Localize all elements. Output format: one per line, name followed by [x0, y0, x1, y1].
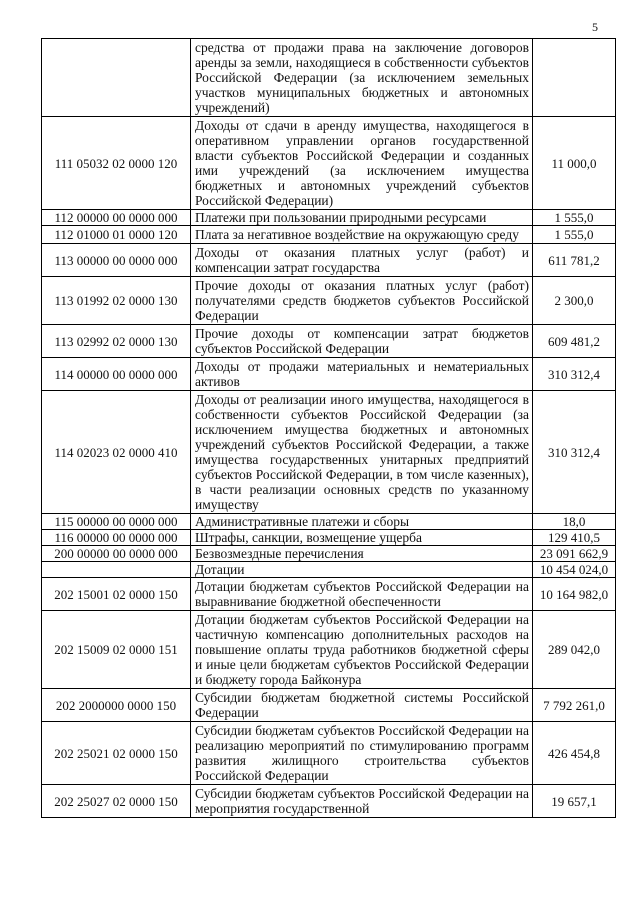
row-amount: 1 555,0 [533, 226, 616, 244]
row-name: Административные платежи и сборы [191, 514, 533, 530]
row-code: 113 00000 00 0000 000 [42, 244, 191, 277]
row-code: 202 25021 02 0000 150 [42, 722, 191, 785]
row-amount: 10 454 024,0 [533, 562, 616, 578]
budget-revenue-table [41, 38, 616, 818]
row-amount: 289 042,0 [533, 611, 616, 689]
table-row [42, 39, 616, 117]
table-row [42, 358, 616, 391]
row-name: Доходы от оказания платных услуг (работ) и компенсации затрат государства [191, 244, 533, 277]
table-row [42, 546, 616, 562]
row-amount: 11 000,0 [533, 117, 616, 210]
row-code: 202 15009 02 0000 151 [42, 611, 191, 689]
row-code: 113 01992 02 0000 130 [42, 277, 191, 325]
row-amount: 19 657,1 [533, 785, 616, 818]
table-row [42, 578, 616, 611]
row-amount: 18,0 [533, 514, 616, 530]
table-row [42, 210, 616, 226]
row-code [42, 39, 191, 117]
row-name: Субсидии бюджетам субъектов Российской Федерации на мероприятия государственной [191, 785, 533, 818]
table-row [42, 785, 616, 818]
table-row [42, 530, 616, 546]
row-amount: 7 792 261,0 [533, 689, 616, 722]
row-code: 202 25027 02 0000 150 [42, 785, 191, 818]
row-amount: 611 781,2 [533, 244, 616, 277]
row-name: Дотации [191, 562, 533, 578]
table-row [42, 391, 616, 514]
row-name: Прочие доходы от компенсации затрат бюджетов субъектов Российской Федерации [191, 325, 533, 358]
row-name: Прочие доходы от оказания платных услуг (работ) получателями средств бюджетов субъектов Российской Федерации [191, 277, 533, 325]
row-amount: 129 410,5 [533, 530, 616, 546]
row-name: Плата за негативное воздействие на окружающую среду [191, 226, 533, 244]
row-name: Субсидии бюджетам субъектов Российской Федерации на реализацию мероприятий по стимулированию программ развития жилищного строительства субъектов Российской Федерации [191, 722, 533, 785]
table-row [42, 514, 616, 530]
page-number: 5 [592, 20, 598, 34]
row-name: Доходы от реализации иного имущества, находящегося в собственности субъектов Российской Федерации (за исключением имущества бюджетных и автономных учреждений субъектов Российской Федерации, а также имущества государственных унитарных предприятий субъектов Российской Федерации, в том числе казенных), в части реализации основных средств по указанному имуществу [191, 391, 533, 514]
row-name: Дотации бюджетам субъектов Российской Федерации на выравнивание бюджетной обеспеченности [191, 578, 533, 611]
row-amount: 2 300,0 [533, 277, 616, 325]
row-code: 111 05032 02 0000 120 [42, 117, 191, 210]
row-name: средства от продажи права на заключение договоров аренды за земли, находящиеся в собственности субъектов Российской Федерации (за исключением земельных участков муниципальных бюджетных и автономных учреждений) [191, 39, 533, 117]
row-amount: 10 164 982,0 [533, 578, 616, 611]
table-row [42, 244, 616, 277]
row-amount: 609 481,2 [533, 325, 616, 358]
table-row [42, 722, 616, 785]
row-amount: 426 454,8 [533, 722, 616, 785]
row-code: 200 00000 00 0000 000 [42, 546, 191, 562]
row-name: Субсидии бюджетам бюджетной системы Российской Федерации [191, 689, 533, 722]
row-amount [533, 39, 616, 117]
row-code: 112 00000 00 0000 000 [42, 210, 191, 226]
row-name: Платежи при пользовании природными ресурсами [191, 210, 533, 226]
table-row [42, 562, 616, 578]
row-name: Дотации бюджетам субъектов Российской Федерации на частичную компенсацию дополнительных расходов на повышение оплаты труда работников бюджетной сферы и иные цели бюджетам субъектов Российской Федерации и бюджету города Байконура [191, 611, 533, 689]
row-amount: 310 312,4 [533, 358, 616, 391]
row-amount: 1 555,0 [533, 210, 616, 226]
row-code: 114 02023 02 0000 410 [42, 391, 191, 514]
table-row [42, 277, 616, 325]
table-row [42, 226, 616, 244]
row-code: 115 00000 00 0000 000 [42, 514, 191, 530]
row-name: Доходы от продажи материальных и нематериальных активов [191, 358, 533, 391]
table-row [42, 611, 616, 689]
row-code: 116 00000 00 0000 000 [42, 530, 191, 546]
row-name: Штрафы, санкции, возмещение ущерба [191, 530, 533, 546]
table-row [42, 689, 616, 722]
row-code [42, 562, 191, 578]
row-amount: 23 091 662,9 [533, 546, 616, 562]
row-name: Доходы от сдачи в аренду имущества, находящегося в оперативном управлении органов государственной власти субъектов Российской Федерации и созданных ими учреждений (за исключением имущества бюджетных и автономных учреждений субъектов Российской Федерации) [191, 117, 533, 210]
row-name: Безвозмездные перечисления [191, 546, 533, 562]
row-code: 114 00000 00 0000 000 [42, 358, 191, 391]
table-row [42, 117, 616, 210]
row-amount: 310 312,4 [533, 391, 616, 514]
row-code: 112 01000 01 0000 120 [42, 226, 191, 244]
table-row [42, 325, 616, 358]
row-code: 202 15001 02 0000 150 [42, 578, 191, 611]
row-code: 202 2000000 0000 150 [42, 689, 191, 722]
row-code: 113 02992 02 0000 130 [42, 325, 191, 358]
